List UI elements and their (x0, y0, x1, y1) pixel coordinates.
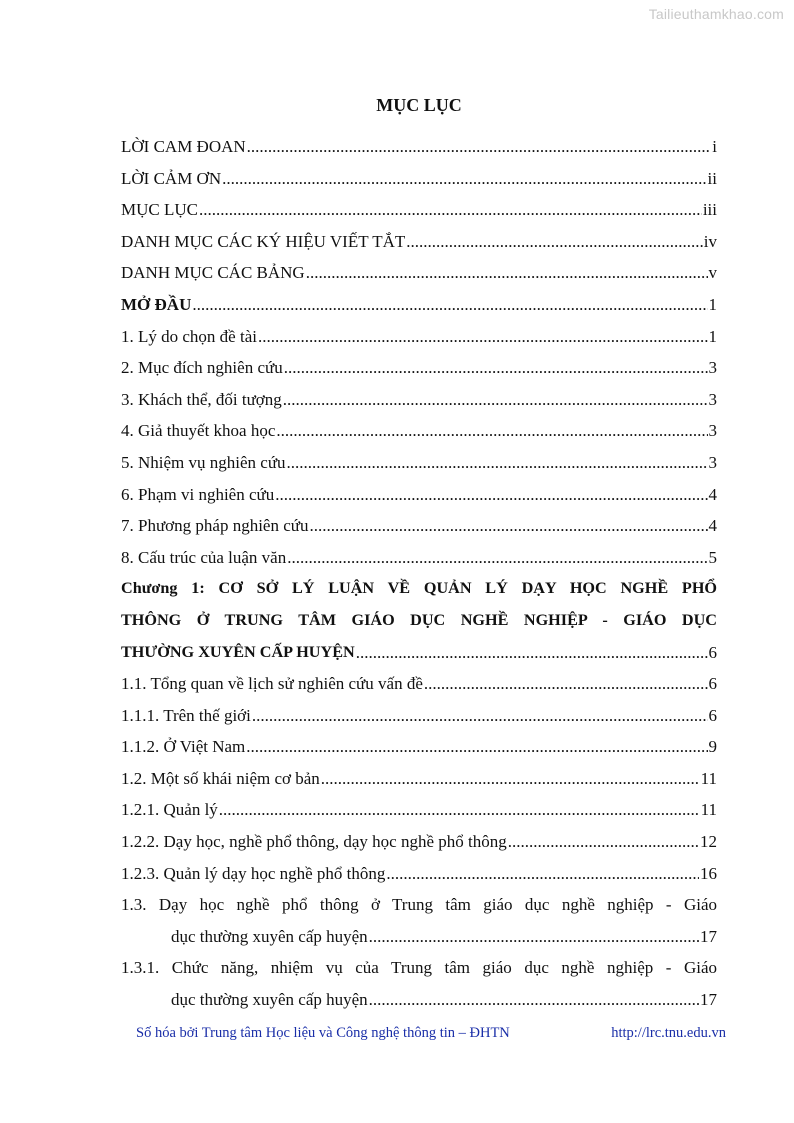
toc-page-number: 3 (708, 452, 717, 472)
toc-section-1-3-line1[interactable]: 1.3. Dạy học nghề phổ thông ở Trung tâm giáo dục nghề nghiệp - Giáo (121, 895, 717, 915)
toc-page-number: 11 (700, 768, 717, 788)
toc-entry-1-2[interactable] (121, 763, 717, 795)
toc-entry-text: dục thường xuyên cấp huyện (171, 926, 368, 946)
toc-entry-1-2-2[interactable] (121, 826, 717, 858)
toc-entry-text: 4. Giả thuyết khoa học (121, 421, 276, 441)
toc-entry-text: 1.2.3. Quản lý dạy học nghề phổ thông (121, 863, 386, 883)
toc-entry-gia-thuyet[interactable] (121, 415, 717, 447)
toc-entry-text: 3. Khách thể, đối tượng (121, 389, 282, 409)
toc-entry-text: MỞ ĐẦU (121, 294, 192, 314)
toc-page-number: iii (702, 200, 717, 220)
footer-link[interactable]: http://lrc.tnu.edu.vn (611, 1025, 726, 1041)
toc-entry-khach-the[interactable] (121, 384, 717, 416)
toc-entry-text: THƯỜNG XUYÊN CẤP HUYỆN (121, 642, 355, 661)
toc-leader-dots (246, 731, 707, 763)
toc-page-number: 11 (700, 800, 717, 820)
toc-entry-mo-dau[interactable] (121, 289, 717, 321)
toc-page-number: i (712, 137, 717, 156)
toc-entry-text: MỤC LỤC (121, 200, 198, 220)
toc-entry-cau-truc[interactable] (121, 542, 717, 574)
toc-leader-dots (222, 163, 706, 195)
toc-leader-dots (369, 984, 699, 1016)
toc-entry-text: 1.1.2. Ở Việt Nam (121, 737, 246, 757)
toc-page-number: 4 (708, 484, 717, 504)
toc-entry-text: 1.1. Tổng quan về lịch sử nghiên cứu vấn đề (121, 674, 423, 694)
page-title: MỤC LỤC (376, 95, 462, 115)
toc-page-number: ii (707, 168, 717, 188)
toc-entry-1-1-1[interactable] (121, 700, 717, 732)
toc-leader-dots (356, 637, 708, 669)
toc-entry-text: 2. Mục đích nghiên cứu (121, 358, 283, 378)
toc-entry-ky-hieu[interactable] (121, 226, 717, 258)
toc-leader-dots (192, 289, 707, 321)
toc-entry-1-1-2[interactable] (121, 731, 717, 763)
toc-leader-dots (219, 794, 700, 826)
toc-page-number: 17 (700, 990, 717, 1010)
toc-leader-dots (276, 415, 707, 447)
toc-page-number: 9 (708, 737, 717, 757)
toc-entry-loi-cam-doan[interactable] (121, 131, 717, 163)
toc-page-number: 12 (700, 832, 717, 852)
toc-entry-text: DANH MỤC CÁC BẢNG (121, 263, 305, 283)
toc-leader-dots (424, 668, 708, 700)
toc-entry-1-1[interactable] (121, 668, 717, 700)
toc-page-number: 17 (700, 926, 717, 946)
table-of-contents (121, 131, 717, 1016)
toc-leader-dots (287, 542, 707, 574)
toc-entry-text: 7. Phương pháp nghiên cứu (121, 516, 309, 536)
toc-entry-text: 1.2.1. Quản lý (121, 800, 218, 820)
toc-entry-nhiem-vu[interactable] (121, 447, 717, 479)
toc-chapter1-line1[interactable]: Chương 1: CƠ SỞ LÝ LUẬN VỀ QUẢN LÝ DẠY HỌC NGHỀ PHỔ (121, 579, 717, 598)
toc-page-number: 6 (708, 705, 717, 725)
toc-leader-dots (283, 384, 708, 416)
toc-entry-text: 1. Lý do chọn đề tài (121, 326, 257, 346)
toc-entry-text: 1.2. Một số khái niệm cơ bản (121, 768, 320, 788)
toc-entry-phuong-phap[interactable] (121, 510, 717, 542)
toc-entry-text: 1.1.1. Trên thế giới (121, 705, 251, 725)
toc-leader-dots (287, 447, 708, 479)
toc-section-1-3-1-line1[interactable]: 1.3.1. Chức năng, nhiệm vụ của Trung tâm giáo dục nghề nghiệp - Giáo (121, 958, 717, 978)
toc-entry-1-3[interactable] (121, 921, 717, 953)
toc-leader-dots (247, 131, 712, 163)
toc-entry-1-2-1[interactable] (121, 794, 717, 826)
toc-leader-dots (275, 479, 707, 511)
toc-entry-text: 8. Cấu trúc của luận văn (121, 547, 287, 567)
toc-leader-dots (199, 194, 702, 226)
toc-leader-dots (252, 700, 708, 732)
toc-entry-text: LỜI CAM ĐOAN (121, 137, 246, 156)
toc-page-number: 1 (708, 294, 717, 314)
toc-chapter1-line2[interactable]: THÔNG Ở TRUNG TÂM GIÁO DỤC NGHỀ NGHIỆP - GIÁO DỤC (121, 610, 717, 629)
toc-leader-dots (321, 763, 700, 795)
toc-entry-1-3-1[interactable] (121, 984, 717, 1016)
toc-entry-text: 5. Nhiệm vụ nghiên cứu (121, 452, 286, 472)
toc-page-number: 16 (700, 863, 717, 883)
toc-entry-text: 6. Phạm vi nghiên cứu (121, 484, 275, 504)
toc-page-number: 6 (708, 642, 717, 662)
toc-page-number: 5 (708, 547, 717, 567)
toc-page-number: 1 (708, 326, 717, 346)
toc-page-number: v (708, 263, 717, 283)
toc-page-number: iv (703, 231, 717, 251)
toc-entry-loi-cam-on[interactable] (121, 163, 717, 195)
toc-leader-dots (258, 321, 708, 353)
toc-entry-pham-vi[interactable] (121, 479, 717, 511)
toc-entry-text: 1.2.2. Dạy học, nghề phổ thông, dạy học nghề phổ thông (121, 832, 507, 852)
toc-page-number: 6 (708, 674, 717, 694)
watermark: Tailieuthamkhao.com (648, 6, 784, 22)
toc-entry-muc-dich[interactable] (121, 352, 717, 384)
toc-page-number: 4 (708, 516, 717, 536)
toc-leader-dots (508, 826, 699, 858)
toc-page-number: 3 (708, 389, 717, 409)
toc-entry-chapter1[interactable] (121, 637, 717, 669)
toc-page-number: 3 (708, 358, 717, 378)
toc-entry-muc-luc[interactable] (121, 194, 717, 226)
toc-leader-dots (284, 352, 708, 384)
toc-entry-1-2-3[interactable] (121, 858, 717, 890)
toc-entry-text: DANH MỤC CÁC KÝ HIỆU VIẾT TẮT (121, 231, 406, 251)
toc-entry-text: LỜI CẢM ƠN (121, 168, 222, 188)
page-footer (136, 1025, 726, 1042)
toc-page-number: 3 (708, 421, 717, 441)
toc-leader-dots (369, 921, 699, 953)
toc-leader-dots (309, 510, 707, 542)
footer-credit: Số hóa bởi Trung tâm Học liệu và Công nghệ thông tin – ĐHTN (136, 1025, 510, 1041)
toc-leader-dots (306, 257, 708, 289)
toc-entry-text: dục thường xuyên cấp huyện (171, 990, 368, 1010)
toc-entry-danh-muc-bang[interactable] (121, 257, 717, 289)
toc-leader-dots (386, 858, 699, 890)
toc-entry-ly-do[interactable] (121, 321, 717, 353)
toc-leader-dots (406, 226, 702, 258)
